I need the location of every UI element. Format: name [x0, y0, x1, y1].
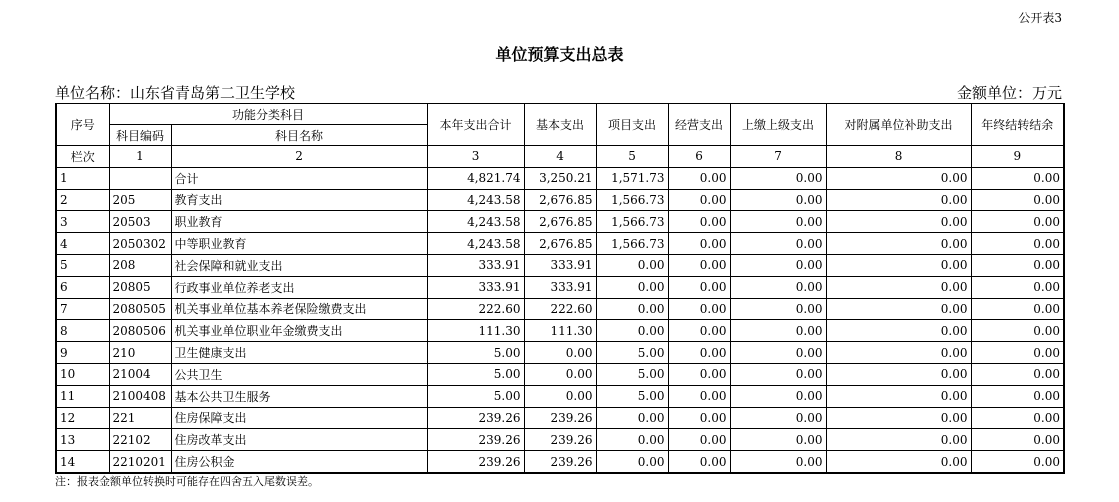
remit-cell: 0.00	[730, 276, 826, 298]
project-cell: 0.00	[596, 407, 668, 429]
name-cell: 中等职业教育	[171, 233, 427, 255]
code-cell: 210	[109, 342, 171, 364]
total-cell: 5.00	[427, 385, 524, 407]
total-cell: 239.26	[427, 451, 524, 473]
remit-cell: 0.00	[730, 298, 826, 320]
operating-cell: 0.00	[668, 211, 730, 233]
name-cell: 卫生健康支出	[171, 342, 427, 364]
total-cell: 333.91	[427, 276, 524, 298]
carryover-cell: 0.00	[971, 211, 1064, 233]
total-cell: 111.30	[427, 320, 524, 342]
index-cell: 9	[971, 146, 1064, 168]
project-cell: 0.00	[596, 254, 668, 276]
carryover-cell: 0.00	[971, 298, 1064, 320]
operating-cell: 0.00	[668, 342, 730, 364]
subsidy-cell: 0.00	[826, 167, 971, 189]
header-remit: 上缴上级支出	[730, 104, 826, 146]
carryover-cell: 0.00	[971, 233, 1064, 255]
form-id: 公开表3	[1018, 11, 1062, 25]
project-cell: 5.00	[596, 342, 668, 364]
header-name: 科目名称	[171, 125, 427, 146]
carryover-cell: 0.00	[971, 385, 1064, 407]
carryover-cell: 0.00	[971, 451, 1064, 473]
budget-table	[55, 103, 1065, 474]
header-project: 项目支出	[596, 104, 668, 146]
index-cell: 6	[668, 146, 730, 168]
index-cell: 5	[596, 146, 668, 168]
index-cell: 1	[109, 146, 171, 168]
code-cell: 20805	[109, 276, 171, 298]
basic-cell: 333.91	[524, 254, 596, 276]
name-cell: 社会保障和就业支出	[171, 254, 427, 276]
basic-cell: 0.00	[524, 363, 596, 385]
subsidy-cell: 0.00	[826, 363, 971, 385]
total-cell: 5.00	[427, 342, 524, 364]
remit-cell: 0.00	[730, 189, 826, 211]
seq-cell: 3	[56, 211, 109, 233]
carryover-cell: 0.00	[971, 363, 1064, 385]
header-seq: 序号	[56, 104, 109, 146]
table-row	[56, 298, 1064, 320]
carryover-cell: 0.00	[971, 320, 1064, 342]
basic-cell: 0.00	[524, 342, 596, 364]
subsidy-cell: 0.00	[826, 211, 971, 233]
seq-cell: 10	[56, 363, 109, 385]
currency-unit: 金额单位：万元	[956, 84, 1062, 102]
code-cell: 205	[109, 189, 171, 211]
subsidy-cell: 0.00	[826, 298, 971, 320]
table-row	[56, 233, 1064, 255]
index-cell: 栏次	[56, 146, 109, 168]
total-cell: 4,243.58	[427, 189, 524, 211]
name-cell: 行政事业单位养老支出	[171, 276, 427, 298]
name-cell: 职业教育	[171, 211, 427, 233]
header-basic: 基本支出	[524, 104, 596, 146]
code-cell: 208	[109, 254, 171, 276]
operating-cell: 0.00	[668, 407, 730, 429]
basic-cell: 2,676.85	[524, 189, 596, 211]
header-carryover: 年终结转结余	[971, 104, 1064, 146]
remit-cell: 0.00	[730, 363, 826, 385]
basic-cell: 2,676.85	[524, 211, 596, 233]
carryover-cell: 0.00	[971, 167, 1064, 189]
header-total: 本年支出合计	[427, 104, 524, 146]
operating-cell: 0.00	[668, 189, 730, 211]
operating-cell: 0.00	[668, 233, 730, 255]
index-cell: 7	[730, 146, 826, 168]
name-cell: 住房改革支出	[171, 429, 427, 451]
seq-cell: 1	[56, 167, 109, 189]
code-cell	[109, 167, 171, 189]
name-cell: 机关事业单位职业年金缴费支出	[171, 320, 427, 342]
project-cell: 1,566.73	[596, 233, 668, 255]
seq-cell: 8	[56, 320, 109, 342]
footnote: 注：报表金额单位转换时可能存在四舍五入尾数误差。	[55, 475, 319, 488]
seq-cell: 6	[56, 276, 109, 298]
seq-cell: 2	[56, 189, 109, 211]
operating-cell: 0.00	[668, 385, 730, 407]
header-category: 功能分类科目	[109, 104, 427, 125]
basic-cell: 239.26	[524, 429, 596, 451]
name-cell: 机关事业单位基本养老保险缴费支出	[171, 298, 427, 320]
table-row	[56, 276, 1064, 298]
index-cell: 2	[171, 146, 427, 168]
project-cell: 1,571.73	[596, 167, 668, 189]
seq-cell: 5	[56, 254, 109, 276]
code-cell: 22102	[109, 429, 171, 451]
basic-cell: 333.91	[524, 276, 596, 298]
table-row	[56, 429, 1064, 451]
table-row	[56, 254, 1064, 276]
basic-cell: 0.00	[524, 385, 596, 407]
project-cell: 5.00	[596, 363, 668, 385]
project-cell: 0.00	[596, 298, 668, 320]
code-cell: 2050302	[109, 233, 171, 255]
subsidy-cell: 0.00	[826, 276, 971, 298]
remit-cell: 0.00	[730, 451, 826, 473]
project-cell: 5.00	[596, 385, 668, 407]
table-row	[56, 407, 1064, 429]
project-cell: 0.00	[596, 451, 668, 473]
index-cell: 4	[524, 146, 596, 168]
name-cell: 住房保障支出	[171, 407, 427, 429]
code-cell: 2080505	[109, 298, 171, 320]
header-operating: 经营支出	[668, 104, 730, 146]
subsidy-cell: 0.00	[826, 407, 971, 429]
name-cell: 住房公积金	[171, 451, 427, 473]
project-cell: 0.00	[596, 429, 668, 451]
carryover-cell: 0.00	[971, 276, 1064, 298]
table-row	[56, 189, 1064, 211]
page-title: 单位预算支出总表	[495, 45, 624, 64]
operating-cell: 0.00	[668, 429, 730, 451]
carryover-cell: 0.00	[971, 407, 1064, 429]
subsidy-cell: 0.00	[826, 342, 971, 364]
total-cell: 5.00	[427, 363, 524, 385]
carryover-cell: 0.00	[971, 429, 1064, 451]
operating-cell: 0.00	[668, 167, 730, 189]
subsidy-cell: 0.00	[826, 451, 971, 473]
seq-cell: 12	[56, 407, 109, 429]
basic-cell: 111.30	[524, 320, 596, 342]
carryover-cell: 0.00	[971, 254, 1064, 276]
code-cell: 2080506	[109, 320, 171, 342]
basic-cell: 2,676.85	[524, 233, 596, 255]
subsidy-cell: 0.00	[826, 254, 971, 276]
subsidy-cell: 0.00	[826, 189, 971, 211]
seq-cell: 9	[56, 342, 109, 364]
code-cell: 2100408	[109, 385, 171, 407]
table-row	[56, 211, 1064, 233]
seq-cell: 11	[56, 385, 109, 407]
remit-cell: 0.00	[730, 320, 826, 342]
name-cell: 基本公共卫生服务	[171, 385, 427, 407]
index-cell: 3	[427, 146, 524, 168]
header-subsidy: 对附属单位补助支出	[826, 104, 971, 146]
operating-cell: 0.00	[668, 298, 730, 320]
basic-cell: 239.26	[524, 407, 596, 429]
basic-cell: 222.60	[524, 298, 596, 320]
remit-cell: 0.00	[730, 254, 826, 276]
table-row	[56, 363, 1064, 385]
name-cell: 合计	[171, 167, 427, 189]
project-cell: 1,566.73	[596, 211, 668, 233]
code-cell: 21004	[109, 363, 171, 385]
index-row	[56, 146, 1064, 168]
operating-cell: 0.00	[668, 320, 730, 342]
remit-cell: 0.00	[730, 233, 826, 255]
remit-cell: 0.00	[730, 385, 826, 407]
project-cell: 1,566.73	[596, 189, 668, 211]
name-cell: 公共卫生	[171, 363, 427, 385]
carryover-cell: 0.00	[971, 189, 1064, 211]
unit-name: 单位名称：山东省青岛第二卫生学校	[55, 84, 296, 102]
operating-cell: 0.00	[668, 363, 730, 385]
code-cell: 221	[109, 407, 171, 429]
subsidy-cell: 0.00	[826, 233, 971, 255]
header-code: 科目编码	[109, 125, 171, 146]
table-row	[56, 385, 1064, 407]
table-row	[56, 167, 1064, 189]
total-cell: 333.91	[427, 254, 524, 276]
basic-cell: 239.26	[524, 451, 596, 473]
total-cell: 4,821.74	[427, 167, 524, 189]
name-cell: 教育支出	[171, 189, 427, 211]
operating-cell: 0.00	[668, 276, 730, 298]
table-row	[56, 320, 1064, 342]
seq-cell: 7	[56, 298, 109, 320]
remit-cell: 0.00	[730, 342, 826, 364]
table-row	[56, 342, 1064, 364]
seq-cell: 4	[56, 233, 109, 255]
subsidy-cell: 0.00	[826, 320, 971, 342]
seq-cell: 13	[56, 429, 109, 451]
code-cell: 2210201	[109, 451, 171, 473]
total-cell: 239.26	[427, 429, 524, 451]
remit-cell: 0.00	[730, 167, 826, 189]
total-cell: 4,243.58	[427, 233, 524, 255]
subsidy-cell: 0.00	[826, 385, 971, 407]
subsidy-cell: 0.00	[826, 429, 971, 451]
total-cell: 4,243.58	[427, 211, 524, 233]
total-cell: 239.26	[427, 407, 524, 429]
carryover-cell: 0.00	[971, 342, 1064, 364]
seq-cell: 14	[56, 451, 109, 473]
total-cell: 222.60	[427, 298, 524, 320]
remit-cell: 0.00	[730, 211, 826, 233]
operating-cell: 0.00	[668, 254, 730, 276]
project-cell: 0.00	[596, 276, 668, 298]
table-row	[56, 451, 1064, 473]
remit-cell: 0.00	[730, 407, 826, 429]
operating-cell: 0.00	[668, 451, 730, 473]
index-cell: 8	[826, 146, 971, 168]
remit-cell: 0.00	[730, 429, 826, 451]
basic-cell: 3,250.21	[524, 167, 596, 189]
project-cell: 0.00	[596, 320, 668, 342]
code-cell: 20503	[109, 211, 171, 233]
